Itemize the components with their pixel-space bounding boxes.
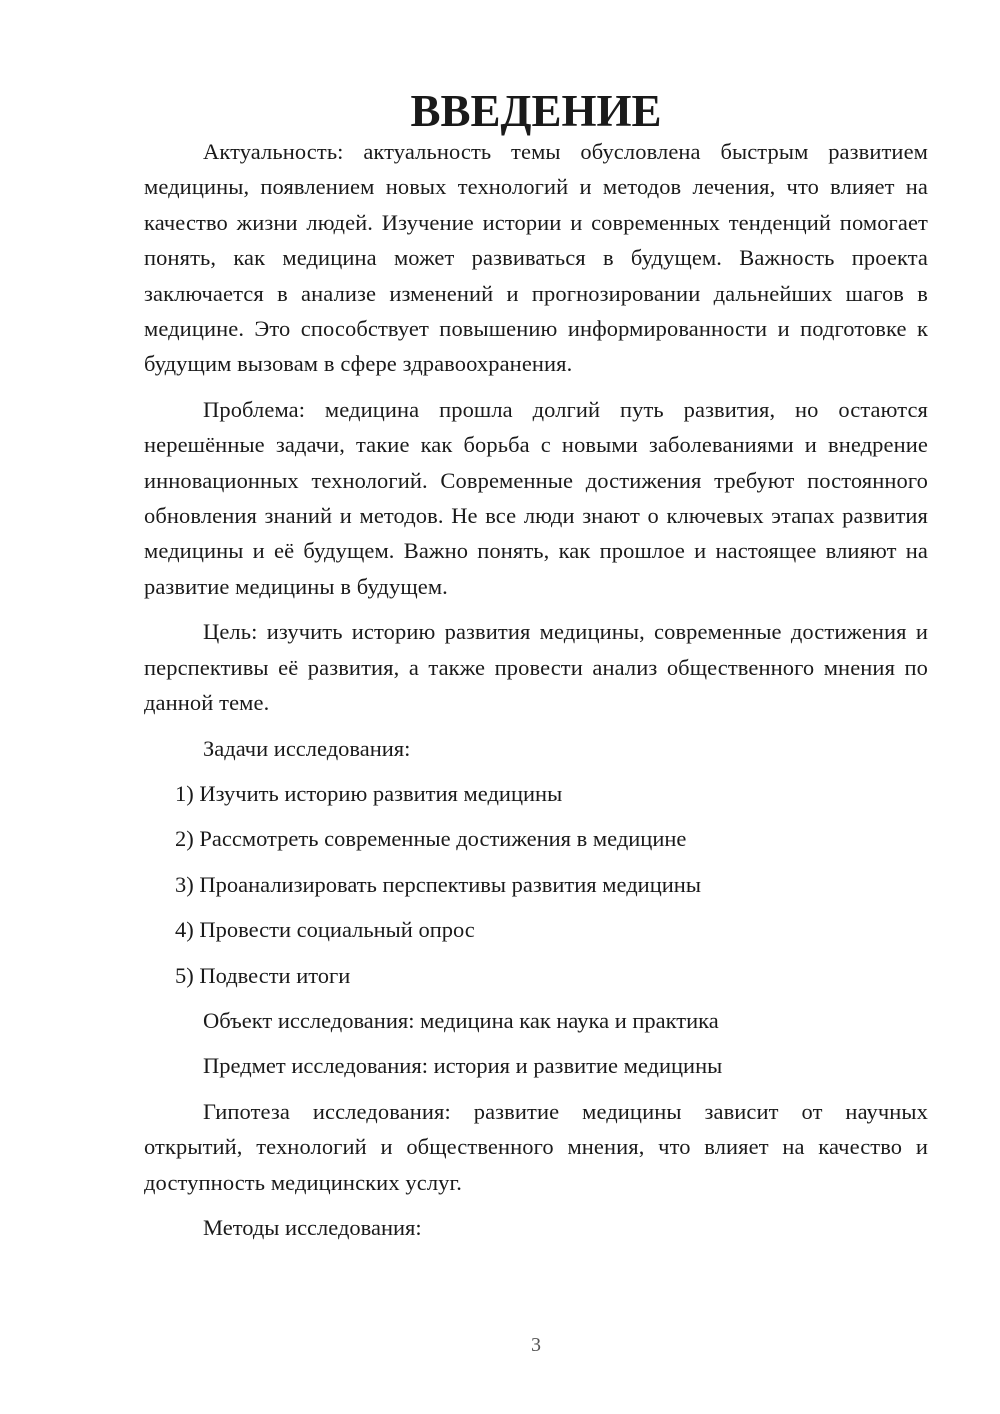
tasks-label: Задачи исследования: xyxy=(203,735,411,761)
goal-paragraph: Цель: изучить историю развития медицины, современные достижения и перспективы её развития, а также провести анализ общественного мнения по данной теме. xyxy=(144,619,928,716)
research-subject: Предмет исследования: история и развитие медицины xyxy=(203,1053,723,1079)
research-object: Объект исследования: медицина как наука и практика xyxy=(203,1007,719,1033)
page-number: 3 xyxy=(531,1334,541,1356)
problem-paragraph: Проблема: медицина прошла долгий путь развития, но остаются нерешённые задачи, такие как борьба с новыми заболеваниями и внедрение инновационных технологий. Современные достижения требуют постоянного обновления знаний и методов. Не все люди знают о ключевых этапах развития медицины и её будущем. Важно понять, как прошлое и настоящее влияют на развитие медицины в будущем. xyxy=(144,396,928,599)
task-item: 2) Рассмотреть современные достижения в медицине xyxy=(175,826,687,852)
page-content xyxy=(144,86,928,1255)
task-item: 1) Изучить историю развития медицины xyxy=(175,780,563,806)
relevance-paragraph: Актуальность: актуальность темы обусловлена быстрым развитием медицины, появлением новых технологий и методов лечения, что влияет на качество жизни людей. Изучение истории и современных тенденций помогает понять, как медицина может развиваться в будущем. Важность проекта заключается в анализе изменений и прогнозировании дальнейших шагов в медицине. Это способствует повышению информированности и подготовке к будущим вызовам в сфере здравоохранения. xyxy=(144,139,928,377)
task-item: 3) Проанализировать перспективы развития медицины xyxy=(175,871,701,897)
tasks-list xyxy=(144,776,928,993)
methods-label: Методы исследования: xyxy=(203,1214,422,1240)
task-item: 4) Провести социальный опрос xyxy=(175,917,475,943)
task-item: 5) Подвести итоги xyxy=(175,962,351,988)
hypothesis-paragraph: Гипотеза исследования: развитие медицины зависит от научных открытий, технологий и общественного мнения, что влияет на качество и доступность медицинских услуг. xyxy=(144,1098,928,1195)
section-heading: ВВЕДЕНИЕ xyxy=(410,86,662,136)
